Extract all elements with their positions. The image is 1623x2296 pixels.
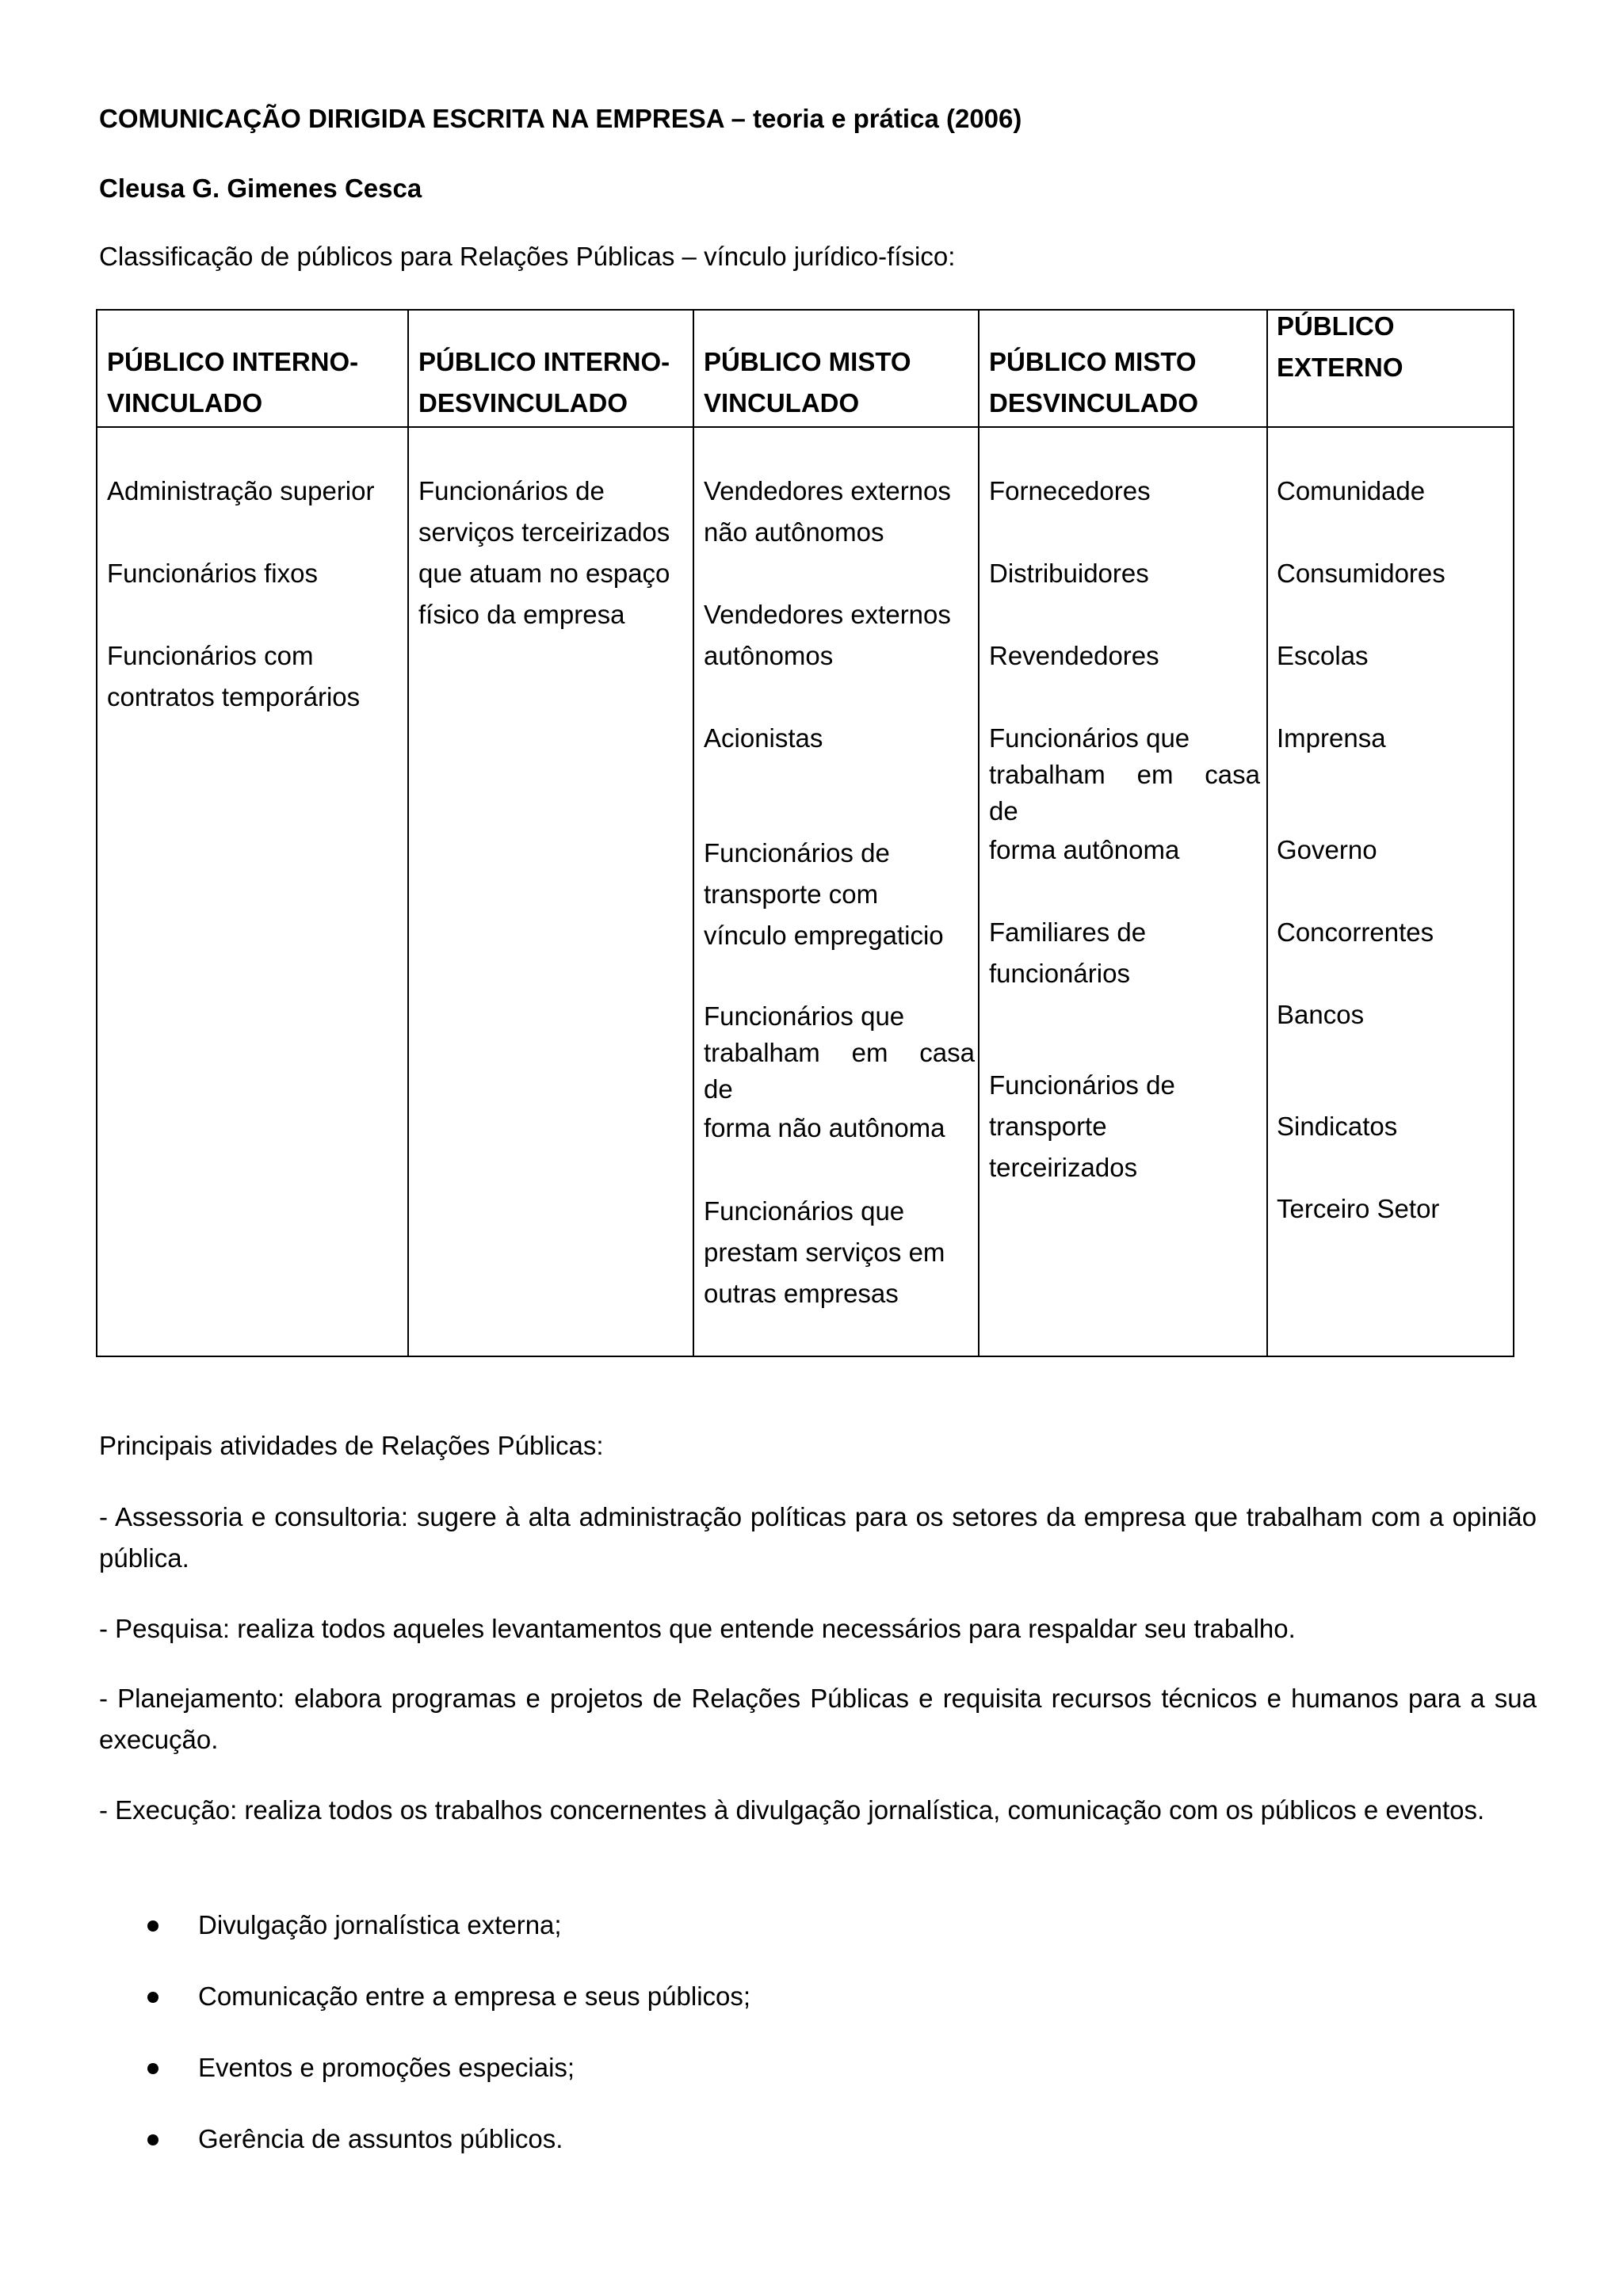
cell-item: Vendedores externos (704, 476, 951, 505)
table-intro: Classificação de públicos para Relações Públicas – vínculo jurídico-físico: (99, 242, 956, 271)
cell-item: Funcionários que (989, 723, 1190, 753)
cell-item: Acionistas (704, 723, 823, 753)
cell-item: Vendedores externos (704, 600, 951, 629)
cell-item: serviços terceirizados (418, 517, 670, 547)
header-line: EXTERNO (1277, 353, 1403, 382)
cell-item: prestam serviços em (704, 1238, 945, 1267)
column-divider (1266, 311, 1268, 1356)
cell-item: trabalham em casa (989, 760, 1260, 789)
header-line: PÚBLICO INTERNO- (418, 347, 670, 376)
cell-item: físico da empresa (418, 600, 625, 629)
header-publico-misto-desvinculado (989, 341, 1198, 424)
cell-item: Distribuidores (989, 559, 1149, 588)
header-publico-externo (1277, 306, 1403, 388)
cell-item: Funcionários que (704, 1196, 905, 1226)
cell-item: terceirizados (989, 1153, 1138, 1182)
activities-heading: Principais atividades de Relações Públicas: (99, 1431, 604, 1460)
header-line: PÚBLICO INTERNO- (107, 347, 359, 376)
cell-item: Escolas (1277, 641, 1369, 670)
column-divider (693, 311, 694, 1356)
cell-item: Administração superior (107, 476, 375, 505)
bullet-item: Gerência de assuntos públicos. (198, 2124, 563, 2153)
cell-item: forma autônoma (989, 835, 1180, 864)
cell-item: transporte (989, 1112, 1107, 1141)
cell-item: forma não autônoma (704, 1113, 945, 1142)
cell-item: autônomos (704, 641, 834, 670)
cell-item: contratos temporários (107, 682, 361, 711)
cell-item: não autônomos (704, 517, 884, 547)
cell-item: vínculo empregaticio (704, 921, 944, 950)
cell-item: Funcionários de (989, 1070, 1175, 1100)
activity-paragraph: - Execução: realiza todos os trabalhos concernentes à divulgação jornalística, comunicação com os públicos e eventos. (99, 1795, 1485, 1825)
bullet-icon (147, 1992, 158, 2003)
header-divider (97, 426, 1513, 428)
header-publico-interno-desvinculado (418, 341, 670, 424)
column-divider (407, 311, 409, 1356)
header-line: DESVINCULADO (418, 388, 628, 418)
cell-item: Imprensa (1277, 723, 1386, 753)
column-divider (978, 311, 980, 1356)
publics-table (96, 309, 1514, 1357)
bullet-icon (147, 2134, 158, 2145)
bullet-item: Eventos e promoções especiais; (198, 2053, 575, 2082)
header-publico-interno-vinculado (107, 341, 358, 424)
cell-item: Sindicatos (1277, 1112, 1398, 1141)
header-line: DESVINCULADO (989, 388, 1199, 418)
cell-item: Governo (1277, 835, 1377, 864)
cell-item: Fornecedores (989, 476, 1151, 505)
cell-item: Funcionários que (704, 1001, 905, 1031)
bullet-item: Divulgação jornalística externa; (198, 1910, 562, 1939)
document-title: COMUNICAÇÃO DIRIGIDA ESCRITA NA EMPRESA – teoria e prática (2006) (99, 104, 1022, 133)
document-author: Cleusa G. Gimenes Cesca (99, 174, 422, 203)
header-line: VINCULADO (704, 388, 860, 418)
header-line: PÚBLICO (1277, 311, 1395, 341)
cell-item: de (989, 796, 1018, 826)
activity-paragraph: - Assessoria e consultoria: sugere à alta administração políticas para os setores da empresa que trabalham com a opinião pública. (99, 1502, 1537, 1573)
cell-item: outras empresas (704, 1279, 899, 1308)
bullet-icon (147, 2063, 158, 2074)
cell-item: Funcionários fixos (107, 559, 318, 588)
cell-item: transporte com (704, 879, 879, 909)
bullet-icon (147, 1920, 158, 1932)
header-publico-misto-vinculado (704, 341, 911, 424)
cell-item: de (704, 1074, 733, 1104)
cell-item: Revendedores (989, 641, 1159, 670)
header-line: PÚBLICO MISTO (989, 347, 1197, 376)
cell-item: Funcionários com (107, 641, 314, 670)
cell-item: Consumidores (1277, 559, 1445, 588)
bullet-item: Comunicação entre a empresa e seus públicos; (198, 1981, 751, 2011)
cell-item: Funcionários de (418, 476, 605, 505)
cell-item: funcionários (989, 959, 1130, 988)
header-line: PÚBLICO MISTO (704, 347, 911, 376)
cell-item: Comunidade (1277, 476, 1426, 505)
cell-item: Familiares de (989, 917, 1147, 947)
header-line: VINCULADO (107, 388, 263, 418)
cell-item: Bancos (1277, 1000, 1365, 1029)
cell-item: que atuam no espaço (418, 559, 670, 588)
cell-item: Funcionários de (704, 838, 890, 868)
activity-paragraph: - Pesquisa: realiza todos aqueles levantamentos que entende necessários para respaldar seu trabalho. (99, 1614, 1296, 1643)
cell-item: Terceiro Setor (1277, 1194, 1440, 1223)
cell-item: trabalham em casa (704, 1038, 975, 1067)
cell-item: Concorrentes (1277, 917, 1434, 947)
activity-paragraph: - Planejamento: elabora programas e projetos de Relações Públicas e requisita recursos técnicos e humanos para a sua execução. (99, 1684, 1537, 1754)
